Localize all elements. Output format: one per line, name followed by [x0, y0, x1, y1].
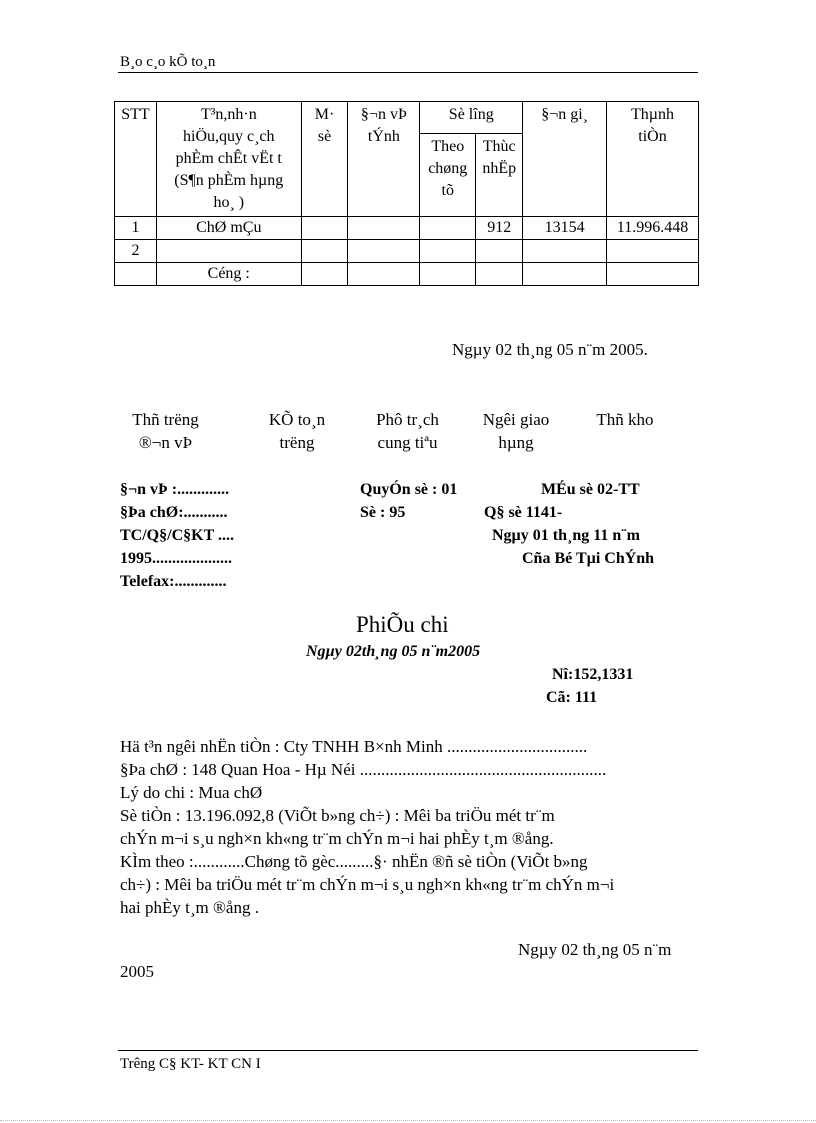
total-label: Céng :: [156, 263, 301, 286]
amount-words-line: chÝn m¬i s¸u ngh×n kh«ng tr¨m chÝn m¬i hai phÈy t¸m ®ång.: [120, 829, 554, 848]
page-header-title: B¸o c¸o kÕ to¸n: [120, 54, 216, 70]
header-stt: STT: [115, 102, 157, 217]
table-row: 2: [115, 240, 699, 263]
table-total-row: [115, 263, 699, 286]
recipient-line: Hä t³n ngêi nhËn tiÒn : Cty TNHH B×nh Minh .................................: [120, 737, 588, 756]
signature-storekeeper: Thñ kho: [596, 410, 654, 429]
form-number: MÉu sè 02-TT: [541, 481, 640, 498]
signature-supply-manager: Phô tr¸ch cung tiªu: [376, 410, 439, 452]
book-number: QuyÓn sè : 01: [360, 481, 458, 498]
closing-year: 2005: [120, 962, 154, 981]
closing-date: Ngµy 02 th¸ng 05 n¨m: [518, 940, 672, 959]
footer-divider: [118, 1050, 698, 1051]
header-qty-actual: Thùc nhËp: [476, 133, 523, 216]
header-name: T³n,nh·n hiÖu,quy c¸ch phÈm chÊt vËt t (S¶n phÈm hµng ho¸ ): [156, 102, 301, 217]
ministry: Cña Bé Tµi ChÝnh: [522, 550, 655, 567]
voucher-number: Sè : 95: [360, 504, 406, 521]
unit-info-block: §¬n vÞ :............. §Þa chØ:........... TC/Q§/C§KT .... 1995.................... Telefax:.............: [120, 481, 234, 590]
address-line: §Þa chØ : 148 Quan Hoa - Hµ Néi ..........................................................: [120, 760, 607, 779]
header-code: M· sè: [301, 102, 348, 217]
header-qty-doc: Theo chøng tõ: [420, 133, 476, 216]
debit-account: Nî:152,1331: [552, 666, 634, 683]
signature-deliverer: Ngêi giao hµng: [482, 410, 550, 452]
page-bottom-edge: [0, 1120, 816, 1121]
amount-line: Sè tiÒn : 13.196.092,8 (ViÕt b»ng ch÷) : Mêi ba triÖu mét tr¨m: [120, 806, 555, 825]
table-row: 1 ChØ mÇu 912 13154 11.996.448: [115, 217, 699, 240]
decision-date: Ngµy 01 th¸ng 11 n¨m: [492, 527, 640, 544]
date-line: Ngµy 02 th¸ng 05 n¨m 2005.: [452, 340, 648, 359]
header-divider: [118, 72, 698, 73]
voucher-body: [120, 735, 700, 919]
table-header-row: [115, 102, 699, 134]
reason-line: Lý do chi : Mua chØ: [120, 783, 263, 802]
received-words-line: ch÷) : Mêi ba triÖu mét tr¨m chÝn m¬i s¸u ngh×n kh«ng tr¨m chÝn m¬i: [120, 875, 615, 894]
voucher-title: PhiÕu chi: [356, 612, 449, 637]
header-amount: Thµnh tiÒn: [607, 102, 699, 217]
received-words-end: hai phÈy t¸m ®ång .: [120, 898, 259, 917]
header-quantity: Sè lîng: [420, 102, 523, 134]
signature-chief-accountant: KÕ to¸n trëng: [268, 410, 326, 452]
attachments-line: KÌm theo :............Chøng tõ gèc.........§· nhËn ®ñ sè tiÒn (ViÕt b»ng: [120, 852, 588, 871]
signature-unit-head: Thñ trëng ®¬n vÞ: [132, 410, 199, 452]
credit-account: Cã: 111: [546, 689, 598, 706]
header-unit: §¬n vÞ tÝnh: [348, 102, 420, 217]
header-price: §¬n gi¸: [523, 102, 607, 217]
voucher-date: Ngµy 02th¸ng 05 n¨m2005: [306, 643, 481, 660]
goods-table: [114, 101, 699, 286]
decision-number: Q§ sè 1141-: [484, 504, 563, 521]
footer-text: Trêng C§ KT- KT CN I: [120, 1056, 261, 1072]
